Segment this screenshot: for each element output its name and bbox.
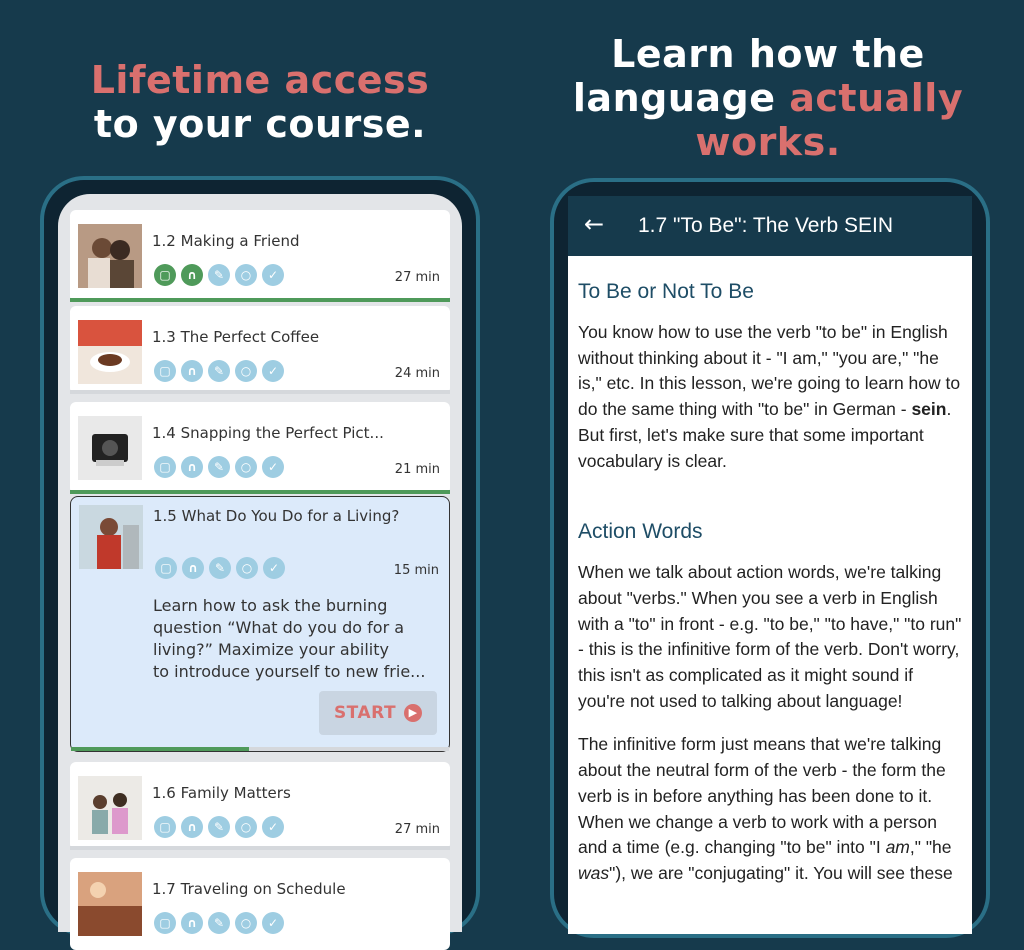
lesson-progress-fill xyxy=(70,490,450,494)
italic-term: am xyxy=(885,837,910,858)
lesson-description-line: to introduce yourself to new frie... xyxy=(153,662,426,681)
check-icon: ✓ xyxy=(262,456,284,478)
paragraph-text: The infinitive form just means that we're talking about the neutral form of the verb - the form the verb is in before anything has been done to it. When we change a verb to work with a person and a time (e.g. changing "to be" into "I xyxy=(578,734,946,858)
lesson-thumbnail xyxy=(78,416,142,480)
lesson-description xyxy=(153,595,437,683)
article-paragraph xyxy=(578,732,962,886)
paragraph-text: . But first, let's make sure that some important vocabulary is clear. xyxy=(578,399,952,471)
right-headline-line2-pre: language xyxy=(572,76,790,120)
lesson-title: 1.4 Snapping the Perfect Pict... xyxy=(152,424,384,442)
lesson-progress-bar xyxy=(71,747,449,751)
lesson-duration: 15 min xyxy=(393,563,439,578)
right-headline-line3: works. xyxy=(695,120,841,164)
headphones-icon: ∩ xyxy=(181,456,203,478)
lesson-activity-icons xyxy=(154,360,284,382)
headphones-icon: ∩ xyxy=(182,557,204,579)
check-icon: ✓ xyxy=(263,557,285,579)
lesson-list-screen xyxy=(58,194,462,932)
pencil-icon: ✎ xyxy=(208,912,230,934)
note-icon: ▢ xyxy=(154,360,176,382)
note-icon: ▢ xyxy=(154,912,176,934)
left-headline-line2: to your course. xyxy=(93,102,427,146)
lesson-progress-bar xyxy=(70,298,450,302)
lesson-activity-icons xyxy=(154,456,284,478)
phone-lesson-reader xyxy=(550,178,990,938)
pencil-icon: ✎ xyxy=(208,264,230,286)
italic-term: was xyxy=(578,862,610,883)
lesson-thumbnail xyxy=(79,505,143,569)
lesson-title: 1.7 Traveling on Schedule xyxy=(152,880,346,898)
lesson-duration: 27 min xyxy=(394,270,440,285)
lightbulb-icon: ○ xyxy=(235,360,257,382)
lesson-title: 1.5 What Do You Do for a Living? xyxy=(153,507,400,525)
pencil-icon: ✎ xyxy=(209,557,231,579)
lesson-activity-icons xyxy=(154,264,284,286)
lesson-activity-icons xyxy=(154,912,284,934)
lesson-article xyxy=(578,280,962,905)
start-lesson-button[interactable] xyxy=(319,691,437,735)
lesson-thumbnail xyxy=(78,224,142,288)
left-headline-line1: Lifetime access xyxy=(90,58,430,102)
phone-course-list xyxy=(40,176,480,936)
lesson-description-line: Learn how to ask the burning xyxy=(153,596,388,615)
lesson-title: 1.3 The Perfect Coffee xyxy=(152,328,320,346)
reader-title: 1.7 "To Be": The Verb SEIN xyxy=(638,214,893,237)
note-icon: ▢ xyxy=(154,456,176,478)
bold-term: sein xyxy=(911,399,947,420)
lesson-thumbnail xyxy=(78,872,142,936)
check-icon: ✓ xyxy=(262,264,284,286)
article-heading: To Be or Not To Be xyxy=(578,280,754,303)
paragraph-text: You know how to use the verb "to be" in English without thinking about it - "I am," "you are," "he is," etc. In this lesson, we're going to learn how to do the same thing with "to be" in German - xyxy=(578,322,961,420)
lesson-description-line: living?” Maximize your ability xyxy=(153,640,389,659)
article-paragraph: When we talk about action words, we're talking about "verbs." When you see a verb in English with a "to" in front - e.g. "to be," "to have," "to run" - this is the infinitive form of the verb. Don't worry, this isn't as complicated as it might sound if you're not used to talking about language! xyxy=(578,562,962,711)
check-icon: ✓ xyxy=(262,360,284,382)
article-paragraph xyxy=(578,320,962,474)
right-headline-line1: Learn how the xyxy=(611,32,925,76)
lightbulb-icon: ○ xyxy=(235,456,257,478)
paragraph-text: "), we are "conjugating" it. You will see these xyxy=(609,862,953,883)
headphones-icon: ∩ xyxy=(181,912,203,934)
lesson-item-1-4[interactable] xyxy=(70,402,450,494)
reader-screen xyxy=(568,196,972,934)
lesson-title: 1.2 Making a Friend xyxy=(152,232,300,250)
note-icon: ▢ xyxy=(154,816,176,838)
lesson-item-1-3[interactable] xyxy=(70,306,450,394)
lesson-activity-icons xyxy=(154,816,284,838)
pencil-icon: ✎ xyxy=(208,360,230,382)
reader-top-bar xyxy=(568,196,972,256)
lesson-duration: 27 min xyxy=(394,822,440,837)
arrow-left-icon[interactable]: ← xyxy=(584,210,605,238)
play-circle-icon: ▶ xyxy=(404,704,422,722)
lightbulb-icon: ○ xyxy=(235,264,257,286)
lesson-thumbnail xyxy=(78,320,142,384)
headphones-icon: ∩ xyxy=(181,264,203,286)
check-icon: ✓ xyxy=(262,912,284,934)
lesson-item-1-2[interactable] xyxy=(70,210,450,302)
lightbulb-icon: ○ xyxy=(235,816,257,838)
lesson-progress-fill xyxy=(71,747,249,751)
lesson-title: 1.6 Family Matters xyxy=(152,784,291,802)
lesson-description-line: question “What do you do for a xyxy=(153,618,405,637)
lesson-item-1-5[interactable] xyxy=(70,496,450,752)
right-headline-line2-accent: actually xyxy=(789,76,964,120)
lesson-item-1-7[interactable] xyxy=(70,858,450,950)
check-icon: ✓ xyxy=(262,816,284,838)
lesson-progress-bar xyxy=(70,846,450,850)
lesson-activity-icons xyxy=(155,557,285,579)
lesson-duration: 24 min xyxy=(394,366,440,381)
lesson-item-1-6[interactable] xyxy=(70,762,450,850)
lightbulb-icon: ○ xyxy=(235,912,257,934)
pencil-icon: ✎ xyxy=(208,816,230,838)
pencil-icon: ✎ xyxy=(208,456,230,478)
lightbulb-icon: ○ xyxy=(236,557,258,579)
right-headline-line2 xyxy=(548,76,988,120)
right-headline xyxy=(548,32,988,164)
lesson-duration: 21 min xyxy=(394,462,440,477)
article-heading: Action Words xyxy=(578,520,703,544)
start-label: START xyxy=(333,703,397,723)
lesson-progress-fill xyxy=(70,298,450,302)
note-icon: ▢ xyxy=(155,557,177,579)
lesson-progress-bar xyxy=(70,490,450,494)
headphones-icon: ∩ xyxy=(181,360,203,382)
left-headline xyxy=(40,58,480,146)
note-icon: ▢ xyxy=(154,264,176,286)
lesson-progress-bar xyxy=(70,390,450,394)
paragraph-text: ," "he xyxy=(909,837,952,858)
lesson-thumbnail xyxy=(78,776,142,840)
headphones-icon: ∩ xyxy=(181,816,203,838)
